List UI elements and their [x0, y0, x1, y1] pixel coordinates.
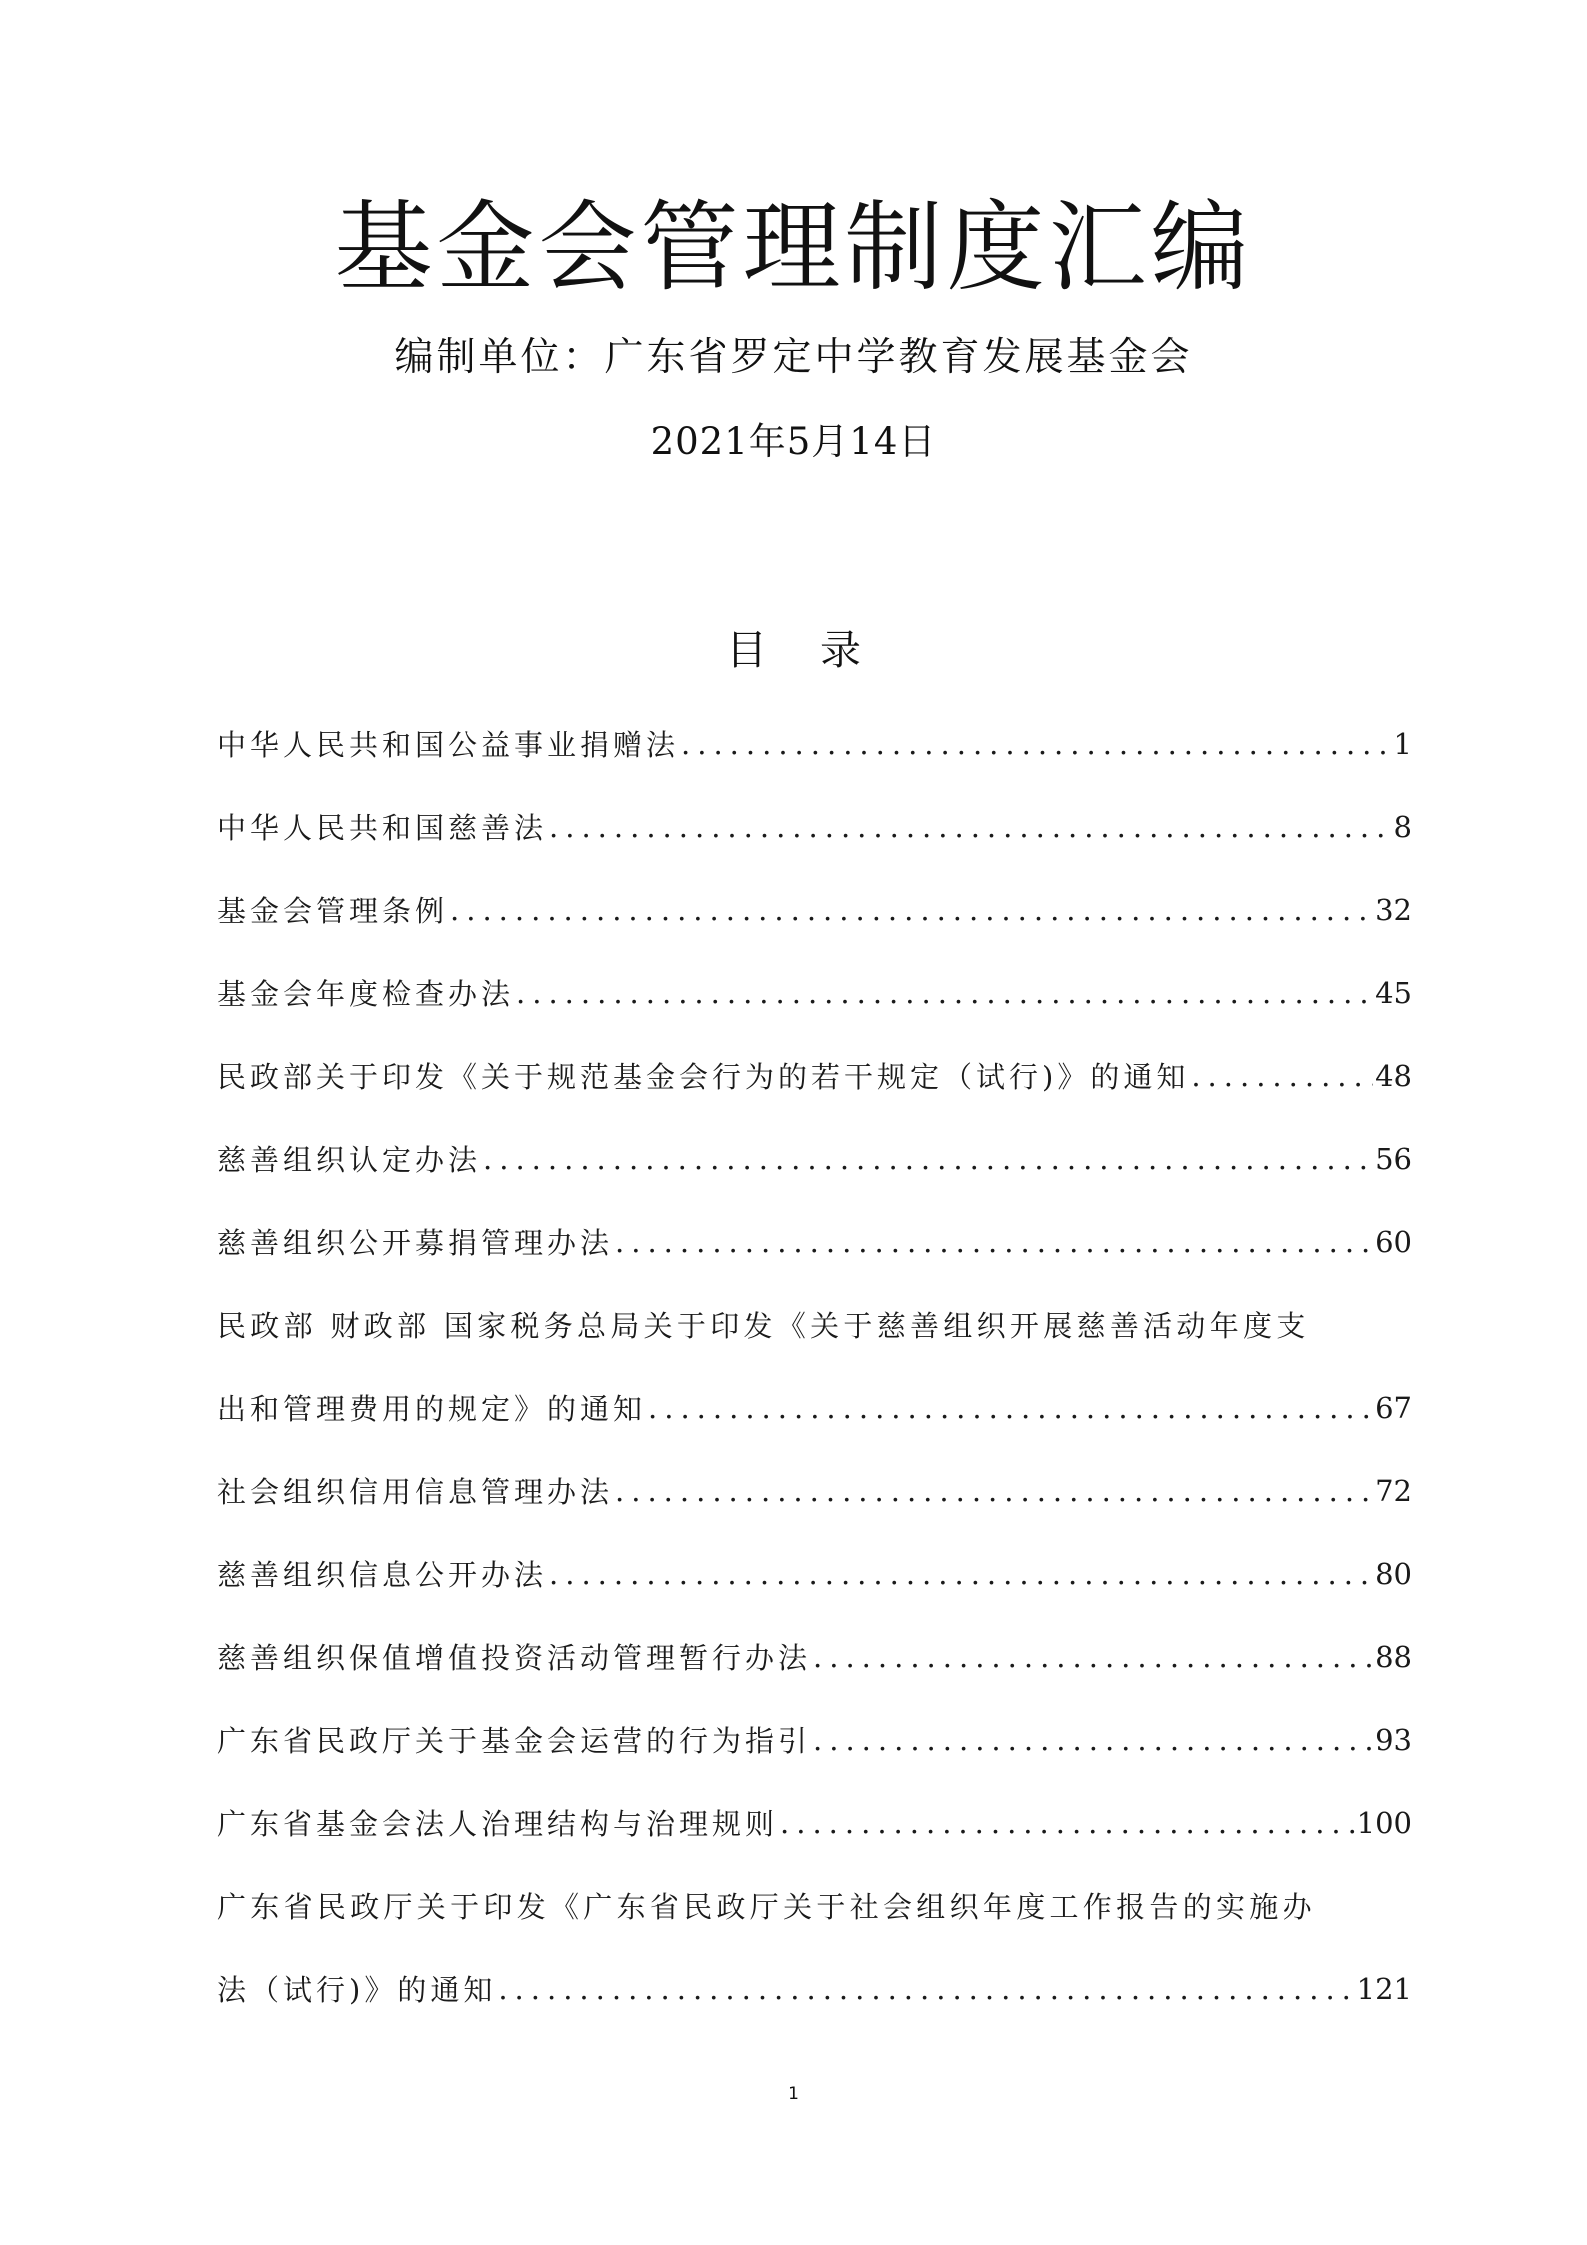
document-date: 2021年5月14日 — [650, 420, 937, 463]
toc-leader-dots — [483, 1142, 1373, 1176]
toc-entry-page: 1 — [1393, 726, 1412, 761]
toc-leader-dots — [615, 1225, 1373, 1259]
toc-entry-second-line[interactable] — [217, 1947, 1412, 2030]
toc-entry-title: 慈善组织保值增值投资活动管理暂行办法 — [217, 1641, 812, 1675]
toc-leader-dots — [516, 976, 1373, 1010]
toc-entry-page: 121 — [1356, 1971, 1412, 2006]
toc-entry[interactable] — [217, 1698, 1412, 1781]
toc-entry-page: 88 — [1375, 1639, 1412, 1674]
toc-leader-dots — [549, 810, 1392, 844]
toc-entry[interactable] — [217, 868, 1412, 951]
toc-entry[interactable] — [217, 1200, 1412, 1283]
toc-entry-title: 基金会年度检查办法 — [217, 977, 515, 1011]
toc-entry-title: 中华人民共和国慈善法 — [217, 811, 548, 845]
toc-entry-title: 基金会管理条例 — [217, 894, 449, 928]
toc-entry[interactable] — [217, 1532, 1412, 1615]
toc-entry-page: 32 — [1375, 892, 1412, 927]
document-title: 基金会管理制度汇编 — [334, 191, 1253, 305]
toc-entry[interactable] — [217, 951, 1412, 1034]
toc-leader-dots — [615, 1474, 1373, 1508]
toc-entry[interactable] — [217, 1034, 1412, 1117]
toc-entry-page: 60 — [1375, 1224, 1412, 1259]
toc-entry-page: 56 — [1375, 1141, 1412, 1176]
toc-entry-page: 48 — [1375, 1058, 1412, 1093]
toc-entry-page: 93 — [1375, 1722, 1412, 1757]
toc-leader-dots — [549, 1557, 1373, 1591]
toc-entry-page: 100 — [1356, 1805, 1412, 1840]
table-of-contents — [217, 702, 1412, 2030]
toc-entry-title-continued: 出和管理费用的规定》的通知 — [217, 1392, 647, 1426]
toc-entry-page: 45 — [1375, 975, 1412, 1010]
toc-entry-title: 社会组织信用信息管理办法 — [217, 1475, 614, 1509]
toc-leader-dots — [1191, 1059, 1373, 1093]
toc-entry-title: 慈善组织信息公开办法 — [217, 1558, 548, 1592]
toc-leader-dots — [813, 1640, 1373, 1674]
toc-entry-second-line[interactable] — [217, 1366, 1412, 1449]
toc-entry-title: 慈善组织认定办法 — [217, 1143, 482, 1177]
toc-entry-page: 8 — [1393, 809, 1412, 844]
compiler-line: 编制单位：广东省罗定中学教育发展基金会 — [394, 335, 1193, 380]
toc-entry-page: 80 — [1375, 1556, 1412, 1591]
toc-entry-title: 广东省基金会法人治理结构与治理规则 — [217, 1807, 779, 1841]
toc-entry-first-line[interactable] — [217, 1283, 1412, 1366]
toc-entry[interactable] — [217, 1781, 1412, 1864]
toc-entry[interactable] — [217, 702, 1412, 785]
toc-leader-dots — [648, 1391, 1373, 1425]
toc-leader-dots — [450, 893, 1373, 927]
toc-entry[interactable] — [217, 785, 1412, 868]
toc-entry[interactable] — [217, 1117, 1412, 1200]
toc-entry-page: 72 — [1375, 1473, 1412, 1508]
toc-entry-title: 慈善组织公开募捐管理办法 — [217, 1226, 614, 1260]
toc-leader-dots — [813, 1723, 1373, 1757]
toc-entry-title: 广东省民政厅关于基金会运营的行为指引 — [217, 1724, 812, 1758]
toc-entry-title: 民政部关于印发《关于规范基金会行为的若干规定（试行)》的通知 — [217, 1060, 1190, 1094]
toc-entry-title: 广东省民政厅关于印发《广东省民政厅关于社会组织年度工作报告的实施办 — [217, 1890, 1316, 1924]
toc-heading: 目 录 — [725, 626, 862, 674]
toc-entry-title-continued: 法（试行)》的通知 — [217, 1973, 497, 2007]
toc-entry-page: 67 — [1375, 1390, 1412, 1425]
toc-entry-title: 民政部 财政部 国家税务总局关于印发《关于慈善组织开展慈善活动年度支 — [217, 1309, 1310, 1343]
toc-entry[interactable] — [217, 1615, 1412, 1698]
toc-entry-title: 中华人民共和国公益事业捐赠法 — [217, 728, 680, 762]
toc-leader-dots — [498, 1972, 1354, 2006]
toc-leader-dots — [780, 1806, 1355, 1840]
page-number: 1 — [788, 2084, 799, 2104]
toc-entry-first-line[interactable] — [217, 1864, 1412, 1947]
toc-entry[interactable] — [217, 1449, 1412, 1532]
toc-leader-dots — [681, 727, 1392, 761]
